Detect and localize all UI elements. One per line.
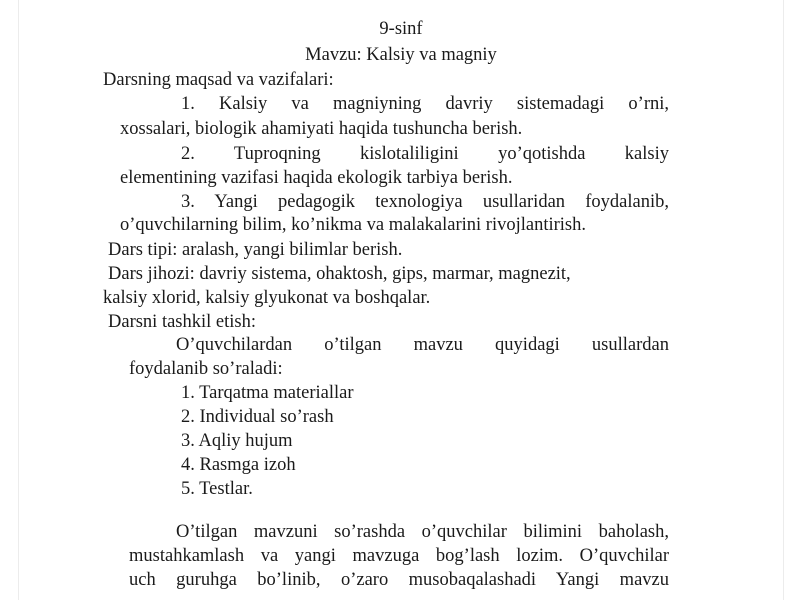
document-page [18, 0, 784, 600]
goal-item-2-line-2: elementining vazifasi haqida ekologik tarbiya berish. [120, 168, 513, 188]
equipment-line-1: Dars jihozi: davriy sistema, ohaktosh, gips, marmar, magnezit, [108, 264, 571, 284]
organization-intro-line-2: foydalanib so’raladi: [129, 359, 283, 379]
goal-item-1-line-1: 1. Kalsiy va magniyning davriy sistemadagi o’rni, [181, 94, 669, 114]
topic-title: Mavzu: Kalsiy va magniy [305, 45, 497, 65]
closing-line-1: O’tilgan mavzuni so’rashda o’quvchilar bilimini baholash, [176, 522, 669, 542]
goal-item-3-line-2: o’quvchilarning bilim, ko’nikma va malakalarini rivojlantirish. [120, 215, 586, 235]
method-item-3: 3. Aqliy hujum [181, 431, 293, 451]
equipment-line-2: kalsiy xlorid, kalsiy glyukonat va boshqalar. [103, 288, 431, 308]
method-item-4: 4. Rasmga izoh [181, 455, 296, 475]
goal-item-2-line-1: 2. Tuproqning kislotaliligini yo’qotishda kalsiy [181, 144, 669, 164]
closing-line-3: uch guruhga bo’linib, o’zaro musobaqalashadi Yangi mavzu [129, 570, 669, 590]
closing-line-2: mustahkamlash va yangi mavzuga bog’lash lozim. O’quvchilar [129, 546, 669, 566]
goal-item-3-line-1: 3. Yangi pedagogik texnologiya usullaridan foydalanib, [181, 192, 669, 212]
organization-heading: Darsni tashkil etish: [108, 312, 256, 332]
lesson-type: Dars tipi: aralash, yangi bilimlar berish. [108, 240, 403, 260]
organization-intro-line-1: O’quvchilardan o’tilgan mavzu quyidagi usullardan [176, 335, 669, 355]
method-item-5: 5. Testlar. [181, 479, 253, 499]
method-item-1: 1. Tarqatma materiallar [181, 383, 354, 403]
method-item-2: 2. Individual so’rash [181, 407, 334, 427]
grade-title: 9-sinf [379, 19, 423, 39]
goal-item-1-line-2: xossalari, biologik ahamiyati haqida tushuncha berish. [120, 119, 523, 139]
goals-heading: Darsning maqsad va vazifalari: [103, 70, 334, 90]
